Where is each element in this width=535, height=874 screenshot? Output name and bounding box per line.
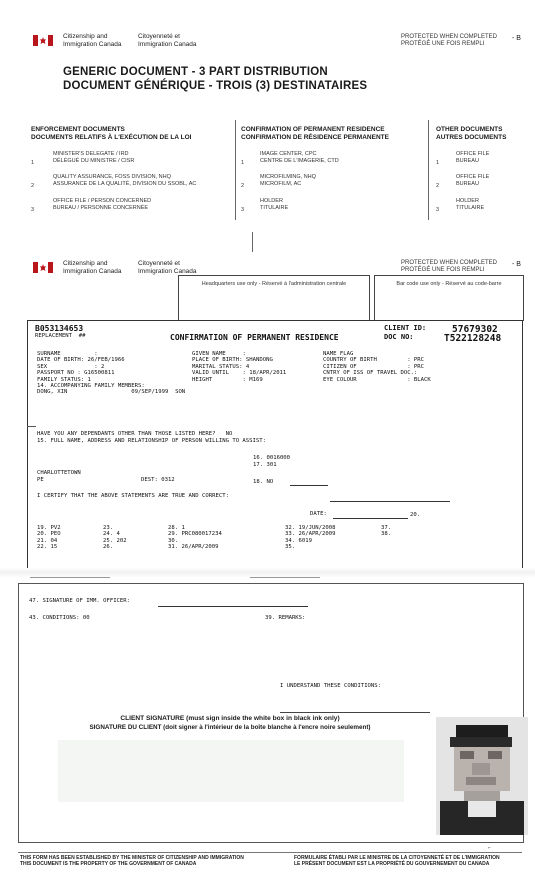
client-signature-box[interactable]	[58, 740, 404, 802]
doc-no: T522128248	[444, 333, 502, 344]
date-label: DATE:	[310, 511, 327, 517]
agency-name-fr: Citoyenneté et Immigration Canada	[138, 260, 197, 275]
codes-37-38: 37. 38.	[381, 525, 392, 538]
document-title-en: GENERIC DOCUMENT - 3 PART DISTRIBUTION	[63, 66, 328, 78]
holder-photo	[436, 717, 528, 835]
distribution-column-enforcement: ENFORCEMENT DOCUMENTS DOCUMENTS RELATIFS À L'EXÉCUTION DE LA LOI 1 MINISTER'S DELEGATE / IRD DÉLÉGUÉ DU MINISTRE / CISR 2 QUALITY ASSURANCE, FOSS DIVISION, NHQ ASSURANCE DE LA QUALITÉ, DIVISION DU SSOBL, AC 3 OFFICE FILE / PERSON CONCERNED BUREAU / PERSONNE CONCERNÉE	[31, 126, 197, 213]
personal-info-col3: NAME FLAG COUNTRY OF BIRTH : PRC CITIZEN OF : PRC CNTRY OF ISS OF TRAVEL DOC.: EYE COLOUR : BLACK	[323, 351, 431, 383]
client-signature-label-fr: SIGNATURE DU CLIENT (doit signer à l'intérieur de la boîte blanche à l'encre noire seulement)	[89, 724, 371, 731]
client-id-label: CLIENT ID:	[384, 324, 427, 332]
assist-person-label: 15. FULL NAME, ADDRESS AND RELATIONSHIP OF PERSON WILLING TO ASSIST:	[37, 438, 267, 444]
personal-info-col1: SURNAME : DATE OF BIRTH: 26/FEB/1966 SEX : 2 PASSPORT NO : G16500811 FAMILY STATUS: 1 14. ACCOMPANYING FAMILY MEMBERS: DONG, XIN 09/SEP/1999 SON	[37, 351, 186, 396]
barcode-use-box: Bar code use only - Réservé au code-barre	[374, 275, 524, 321]
agency-name-fr: Citoyenneté et Immigration Canada	[138, 33, 197, 48]
agency-name-en: Citizenship and Immigration Canada	[63, 33, 122, 48]
field-17: 17. 301	[253, 462, 277, 468]
document-title-fr: DOCUMENT GÉNÉRIQUE - TROIS (3) DESTINATAIRES	[63, 80, 368, 92]
remarks-label: 39. REMARKS:	[265, 615, 306, 621]
codes-32-35: 32. 19/JUN/2008 33. 26/APR/2009 34. 6019 35.	[285, 525, 336, 551]
dependants-question: HAVE YOU ANY DEPENDANTS OTHER THAN THOSE LISTED HERE? NO	[37, 431, 233, 437]
protected-notice: PROTECTED WHEN COMPLETED PROTÉGÉ UNE FOIS REMPLI	[401, 34, 498, 47]
protected-letter: - B	[512, 35, 521, 42]
codes-28-31: 28. 1 29. PRC080017234 30. 31. 26/APR/2009	[168, 525, 222, 551]
client-signature-label-en: CLIENT SIGNATURE (must sign inside the white box in black ink only)	[120, 715, 340, 722]
understand-conditions: I UNDERSTAND THESE CONDITIONS:	[280, 683, 382, 689]
province: PE	[37, 477, 44, 483]
footer-fr: FORMULAIRE ÉTABLI PAR LE MINISTRE DE LA CITOYENNETÉ ET DE L'IMMIGRATION LE PRÉSENT DOCUMENT EST LA PROPRIÉTÉ DU GOUVERNEMENT DU CANADA	[294, 855, 500, 867]
replacement-flag: REPLACEMENT ##	[35, 333, 86, 339]
city: CHARLOTTETOWN	[37, 470, 81, 476]
personal-info-col2: GIVEN NAME : PLACE OF BIRTH: SHANDONG MARITAL STATUS: 4 VALID UNTIL : 18/APR/2011 HEIGHT : M169	[192, 351, 287, 383]
protected-letter: - B	[512, 261, 521, 268]
photo-stamp: ⌐	[488, 845, 491, 851]
protected-notice: PROTECTED WHEN COMPLETED PROTÉGÉ UNE FOIS REMPLI	[401, 260, 498, 273]
doc-no-label: DOC NO:	[384, 333, 414, 341]
certify-statement: I CERTIFY THAT THE ABOVE STATEMENTS ARE TRUE AND CORRECT:	[37, 493, 229, 499]
form-title: CONFIRMATION OF PERMANENT RESIDENCE	[170, 333, 339, 342]
canada-flag-icon	[33, 262, 53, 273]
codes-23-26: 23. 24. 4 25. 202 26.	[103, 525, 127, 551]
field-18: 18. NO	[253, 479, 274, 485]
headquarters-use-box: Headquarters use only - Réservé à l'administration centrale	[178, 275, 370, 321]
distribution-column-confirmation: CONFIRMATION OF PERMANENT RESIDENCE CONFIRMATION DE RÉSIDENCE PERMANENTE 1 IMAGE CENTER, CPC CENTRE DE L'IMAGERIE, CTD 2 MICROFILMING, NHQ MICROFILM, AC 3 HOLDER TITULAIRE	[241, 126, 389, 213]
distribution-column-other: OTHER DOCUMENTS AUTRES DOCUMENTS 1 OFFICE FILE BUREAU 2 OFFICE FILE BUREAU 3 HOLDER TITULAIRE	[436, 126, 507, 213]
agency-name-en: Citizenship and Immigration Canada	[63, 260, 122, 275]
client-id: 57679302	[452, 324, 498, 335]
footer-en: THIS FORM HAS BEEN ESTABLISHED BY THE MINISTER OF CITIZENSHIP AND IMMIGRATION THIS DOCUMENT IS THE PROPERTY OF THE GOVERNMENT OF CANADA	[20, 855, 244, 867]
codes-19-22: 19. PV2 20. PEO 21. 04 22. 15	[37, 525, 61, 551]
officer-signature-label: 47. SIGNATURE OF IMM. OFFICER:	[29, 598, 131, 604]
canada-flag-icon	[33, 35, 53, 46]
conditions: 43. CONDITIONS: 00	[29, 615, 90, 621]
field-16: 16. 0016000	[253, 455, 291, 461]
destination-code: DEST: 0312	[141, 477, 175, 483]
file-number: B053134653	[35, 324, 84, 333]
date-suffix: 20.	[410, 512, 421, 518]
